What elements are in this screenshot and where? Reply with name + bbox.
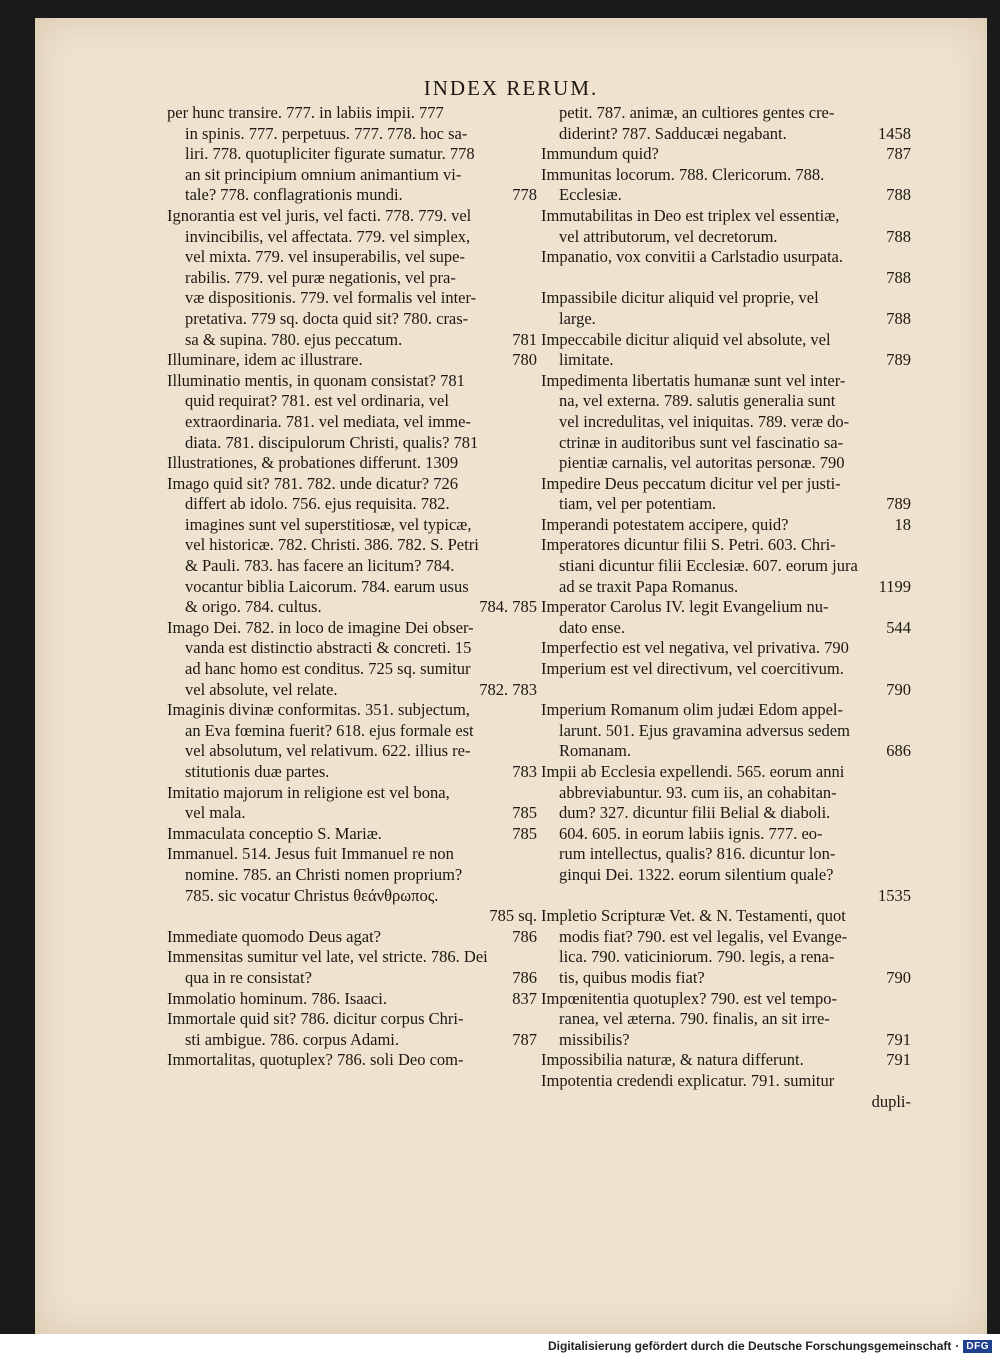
index-entry <box>541 103 911 144</box>
entry-continuation: rum intellectus, qualis? 816. dicuntur lon- <box>559 844 836 864</box>
entry-continuation: lica. 790. vaticiniorum. 790. legis, a rena- <box>559 947 835 967</box>
index-entry <box>167 350 537 371</box>
page-reference: 791 <box>886 1029 911 1049</box>
index-entry <box>541 144 911 165</box>
entry-text: Imperandi potestatem accipere, quid? <box>541 514 789 534</box>
entry-continuation <box>541 618 911 639</box>
entry-continuation: ad hanc homo est conditus. 725 sq. sumitur <box>185 659 471 679</box>
entry-text: limitate. <box>559 350 614 370</box>
page-reference: 785 sq. <box>489 906 537 926</box>
index-column-left <box>167 103 537 1071</box>
index-entry <box>541 474 911 515</box>
entry-text: ad se traxit Papa Romanus. <box>559 576 739 596</box>
entry-headline: Impedimenta libertatis humanæ sunt vel inter- <box>541 370 846 390</box>
index-entry <box>541 288 911 329</box>
index-entry <box>167 474 537 618</box>
book-page <box>35 18 987 1334</box>
entry-continuation: vel mixta. 779. vel insuperabilis, vel supe- <box>185 247 465 267</box>
entry-continuation: modis fiat? 790. est vel legalis, vel Evange- <box>559 926 848 946</box>
entry-continuation <box>541 741 911 762</box>
page-reference: 788 <box>886 226 911 246</box>
entry-headline <box>167 824 537 845</box>
index-entry <box>167 1009 537 1050</box>
entry-continuation <box>167 906 537 927</box>
entry-text: tale? 778. conflagrationis mundi. <box>185 185 403 205</box>
page-reference: 788 <box>886 267 911 287</box>
page-reference: 789 <box>886 494 911 514</box>
entry-headline: Immensitas sumitur vel late, vel stricte. 786. Dei <box>167 947 488 967</box>
entry-headline: Impœnitentia quotuplex? 790. est vel tempo- <box>541 988 838 1008</box>
index-entry <box>167 1050 537 1071</box>
entry-text: & origo. 784. cultus. <box>185 597 322 617</box>
index-entry <box>167 371 537 453</box>
index-column-right <box>541 103 911 1112</box>
entry-text: tis, quibus modis fiat? <box>559 967 705 987</box>
index-entry <box>167 700 537 782</box>
page-reference: 1458 <box>878 123 911 143</box>
entry-continuation: differt ab idolo. 756. ejus requisita. 782. <box>185 494 450 514</box>
entry-headline <box>167 989 537 1010</box>
page-reference: 782. 783 <box>479 679 537 699</box>
index-entry <box>167 103 537 206</box>
entry-continuation: imagines sunt vel superstitiosæ, vel typicæ, <box>185 514 472 534</box>
entry-continuation <box>541 350 911 371</box>
entry-headline: Illuminatio mentis, in quonam consistat? 781 <box>167 370 465 390</box>
entry-headline: Imperfectio est vel negativa, vel privativa. 790 <box>541 638 849 658</box>
entry-headline <box>541 144 911 165</box>
index-entry <box>541 989 911 1051</box>
entry-text: sti ambigue. 786. corpus Adami. <box>185 1029 400 1049</box>
entry-continuation: an Eva fœmina fuerit? 618. ejus formale est <box>185 720 474 740</box>
entry-continuation <box>541 309 911 330</box>
entry-continuation: vel absolutum, vel relativum. 622. illius re- <box>185 741 471 761</box>
entry-headline: Imago Dei. 782. in loco de imagine Dei obser- <box>167 617 474 637</box>
index-entry <box>541 330 911 371</box>
digitization-footer <box>0 1334 1000 1358</box>
entry-headline <box>167 350 537 371</box>
entry-text: dato ense. <box>559 617 625 637</box>
page-reference: 786 <box>512 967 537 987</box>
entry-headline <box>541 515 911 536</box>
entry-headline: Immutabilitas in Deo est triplex vel essentiæ, <box>541 205 840 225</box>
index-entry <box>541 535 911 597</box>
entry-continuation <box>541 680 911 701</box>
page-reference: 790 <box>886 679 911 699</box>
index-entry <box>541 906 911 988</box>
entry-continuation <box>541 577 911 598</box>
entry-continuation: petit. 787. animæ, an cultiores gentes cre- <box>559 103 835 122</box>
index-entry <box>541 165 911 206</box>
entry-continuation: extraordinaria. 781. vel mediata, vel imme- <box>185 411 471 431</box>
entry-continuation: an sit principium omnium animantium vi- <box>185 164 462 184</box>
entry-headline: Imago quid sit? 781. 782. unde dicatur? 726 <box>167 473 458 493</box>
entry-headline: Immanuel. 514. Jesus fuit Immanuel re non <box>167 844 454 864</box>
page-reference: 791 <box>886 1050 911 1070</box>
index-entry <box>541 1071 911 1112</box>
entry-continuation <box>541 968 911 989</box>
entry-text: qua in re consistat? <box>185 967 312 987</box>
index-entry <box>167 947 537 988</box>
entry-continuation: na, vel externa. 789. salutis generalia sunt <box>559 391 836 411</box>
entry-text: stitutionis duæ partes. <box>185 762 330 781</box>
entry-headline: Immortalitas, quotuplex? 786. soli Deo com- <box>167 1050 464 1070</box>
entry-continuation: ctrinæ in auditoribus sunt vel fascinatio sa- <box>559 432 844 452</box>
entry-text: large. <box>559 308 596 328</box>
entry-continuation: ranea, vel æterna. 790. finalis, an sit irre- <box>559 1009 830 1029</box>
entry-continuation <box>541 494 911 515</box>
entry-continuation: in spinis. 777. perpetuus. 777. 778. hoc sa- <box>185 123 468 143</box>
entry-text: Immolatio hominum. 786. Isaaci. <box>167 988 387 1008</box>
entry-headline: Ignorantia est vel juris, vel facti. 778. 779. vel <box>167 205 472 225</box>
entry-continuation <box>167 968 537 989</box>
entry-continuation <box>541 886 911 907</box>
entry-headline: Impii ab Ecclesia expellendi. 565. eorum anni <box>541 762 845 781</box>
index-entry <box>167 927 537 948</box>
entry-headline: Imperium Romanum olim judæi Edom appel- <box>541 700 844 720</box>
entry-continuation: invincibilis, vel affectata. 779. vel simplex, <box>185 226 471 246</box>
entry-continuation: quid requirat? 781. est vel ordinaria, vel <box>185 391 449 411</box>
index-entry <box>541 1050 911 1071</box>
page-reference: 790 <box>886 967 911 987</box>
page-reference: 1199 <box>878 576 911 596</box>
entry-continuation: diata. 781. discipulorum Christi, qualis? 781 <box>185 432 479 452</box>
entry-text: Ecclesiæ. <box>559 185 622 205</box>
entry-text: vel absolute, vel relate. <box>185 679 338 699</box>
index-entry <box>541 638 911 659</box>
entry-continuation <box>541 1030 911 1051</box>
entry-continuation <box>167 1030 537 1051</box>
entry-continuation: & Pauli. 783. has facere an licitum? 784. <box>185 556 455 576</box>
page-reference: 786 <box>512 926 537 946</box>
entry-continuation: pretativa. 779 sq. docta quid sit? 780. cras- <box>185 308 469 328</box>
index-entry <box>541 515 911 536</box>
entry-text: Romanam. <box>559 741 631 761</box>
entry-headline: Imperator Carolus IV. legit Evangelium nu- <box>541 597 829 617</box>
entry-continuation: vocantur biblia Laicorum. 784. earum usus <box>185 576 469 596</box>
entry-continuation: larunt. 501. Ejus gravamina adversus sedem <box>559 720 850 740</box>
entry-continuation: dum? 327. dicuntur filii Belial & diaboli. <box>559 803 831 823</box>
entry-continuation <box>541 227 911 248</box>
page-reference: 780 <box>512 350 537 370</box>
dfg-logo: DFG <box>963 1340 992 1353</box>
page-reference: 787 <box>886 144 911 164</box>
entry-continuation <box>541 124 911 145</box>
index-entry <box>541 597 911 638</box>
entry-headline: Illustrationes, & probationes differunt. 1309 <box>167 453 459 473</box>
index-entry <box>167 989 537 1010</box>
entry-headline: Impotentia credendi explicatur. 791. sumitur <box>541 1070 835 1090</box>
index-entry <box>541 247 911 288</box>
entry-headline: Imitatio majorum in religione est vel bona, <box>167 782 450 802</box>
index-entry <box>167 824 537 845</box>
entry-headline: Imperium est vel directivum, vel coercitivum. <box>541 659 844 679</box>
entry-text: Immundum quid? <box>541 144 659 164</box>
index-entry <box>167 844 537 926</box>
entry-continuation <box>167 803 537 824</box>
entry-headline: Impletio Scripturæ Vet. & N. Testamenti, quot <box>541 906 846 926</box>
entry-text: Illuminare, idem ac illustrare. <box>167 350 363 370</box>
entry-headline: Imaginis divinæ conformitas. 351. subjectum, <box>167 700 470 720</box>
entry-continuation <box>167 680 537 701</box>
entry-text: sa & supina. 780. ejus peccatum. <box>185 329 403 349</box>
page-reference: dupli- <box>871 1091 911 1111</box>
page-reference: 787 <box>512 1029 537 1049</box>
entry-text: diderint? 787. Sadducæi negabant. <box>559 123 787 143</box>
footer-separator: · <box>955 1339 960 1353</box>
entry-continuation: abbreviabuntur. 93. cum iis, an cohabitan- <box>559 782 837 802</box>
entry-continuation <box>541 185 911 206</box>
index-entry <box>167 206 537 350</box>
entry-headline <box>167 927 537 948</box>
entry-text: Immediate quomodo Deus agat? <box>167 926 381 946</box>
index-entry <box>541 762 911 906</box>
page-reference: 785 <box>512 823 537 843</box>
entry-continuation: vel incredulitas, vel iniquitas. 789. veræ do- <box>559 411 850 431</box>
page-reference: 837 <box>512 988 537 1008</box>
entry-headline <box>541 1050 911 1071</box>
page-reference: 789 <box>886 350 911 370</box>
entry-continuation: nomine. 785. an Christi nomen proprium? <box>185 864 463 884</box>
page-reference: 686 <box>886 741 911 761</box>
entry-headline: Impedire Deus peccatum dicitur vel per justi- <box>541 473 841 493</box>
entry-continuation: væ dispositionis. 779. vel formalis vel inter- <box>185 288 477 308</box>
entry-headline: per hunc transire. 777. in labiis impii. 777 <box>167 103 444 122</box>
entry-headline: Impassibile dicitur aliquid vel proprie, vel <box>541 288 819 308</box>
entry-text: Immaculata conceptio S. Mariæ. <box>167 823 382 843</box>
entry-continuation: rabilis. 779. vel puræ negationis, vel pra- <box>185 267 456 287</box>
entry-continuation: 785. sic vocatur Christus θεάνθρωπος. <box>185 885 439 905</box>
page-reference: 781 <box>512 329 537 349</box>
entry-continuation <box>167 597 537 618</box>
page-reference: 785 <box>512 803 537 823</box>
index-entry <box>167 618 537 700</box>
entry-headline: Immortale quid sit? 786. dicitur corpus Chri- <box>167 1009 464 1029</box>
entry-text: tiam, vel per potentiam. <box>559 494 717 514</box>
entry-continuation: 604. 605. in eorum labiis ignis. 777. eo- <box>559 823 823 843</box>
page-reference: 1535 <box>878 885 911 905</box>
entry-continuation: pientiæ carnalis, vel autoritas personæ. 790 <box>559 453 845 473</box>
page-reference: 784. 785 <box>479 597 537 617</box>
page-reference: 778 <box>512 185 537 205</box>
entry-headline: Impeccabile dicitur aliquid vel absolute, vel <box>541 329 831 349</box>
index-entry <box>541 206 911 247</box>
entry-continuation: ginqui Dei. 1322. eorum silentium quale? <box>559 864 834 884</box>
entry-continuation <box>167 330 537 351</box>
footer-text: Digitalisierung gefördert durch die Deutsche Forschungsgemeinschaft <box>547 1339 952 1353</box>
index-entry <box>541 371 911 474</box>
page-reference: 788 <box>886 185 911 205</box>
page-reference: 544 <box>886 617 911 637</box>
entry-headline: Immunitas locorum. 788. Clericorum. 788. <box>541 164 825 184</box>
index-entry <box>541 700 911 762</box>
entry-continuation: stiani dicuntur filii Ecclesiæ. 607. eorum jura <box>559 556 858 576</box>
entry-headline: Impanatio, vox convitii a Carlstadio usurpata. <box>541 247 843 267</box>
page-header: INDEX RERUM. <box>423 76 599 100</box>
index-entry <box>167 453 537 474</box>
entry-continuation <box>167 185 537 206</box>
entry-text: Impossibilia naturæ, & natura differunt. <box>541 1050 804 1070</box>
entry-continuation <box>541 1092 911 1113</box>
entry-continuation: vanda est distinctio abstracti & concreti. 15 <box>185 638 472 658</box>
entry-text: vel mala. <box>185 803 246 823</box>
page-reference: 788 <box>886 308 911 328</box>
entry-continuation: liri. 778. quotupliciter figurate sumatur. 778 <box>185 144 475 164</box>
entry-text: missibilis? <box>559 1029 630 1049</box>
entry-continuation <box>167 762 537 783</box>
entry-text: vel attributorum, vel decretorum. <box>559 226 778 246</box>
entry-continuation <box>541 268 911 289</box>
entry-headline: Imperatores dicuntur filii S. Petri. 603. Chri- <box>541 535 836 555</box>
index-entry <box>541 659 911 700</box>
page-reference: 18 <box>894 514 911 534</box>
index-entry <box>167 783 537 824</box>
page-reference: 783 <box>512 762 537 781</box>
entry-continuation: vel historicæ. 782. Christi. 386. 782. S. Petri <box>185 535 479 555</box>
